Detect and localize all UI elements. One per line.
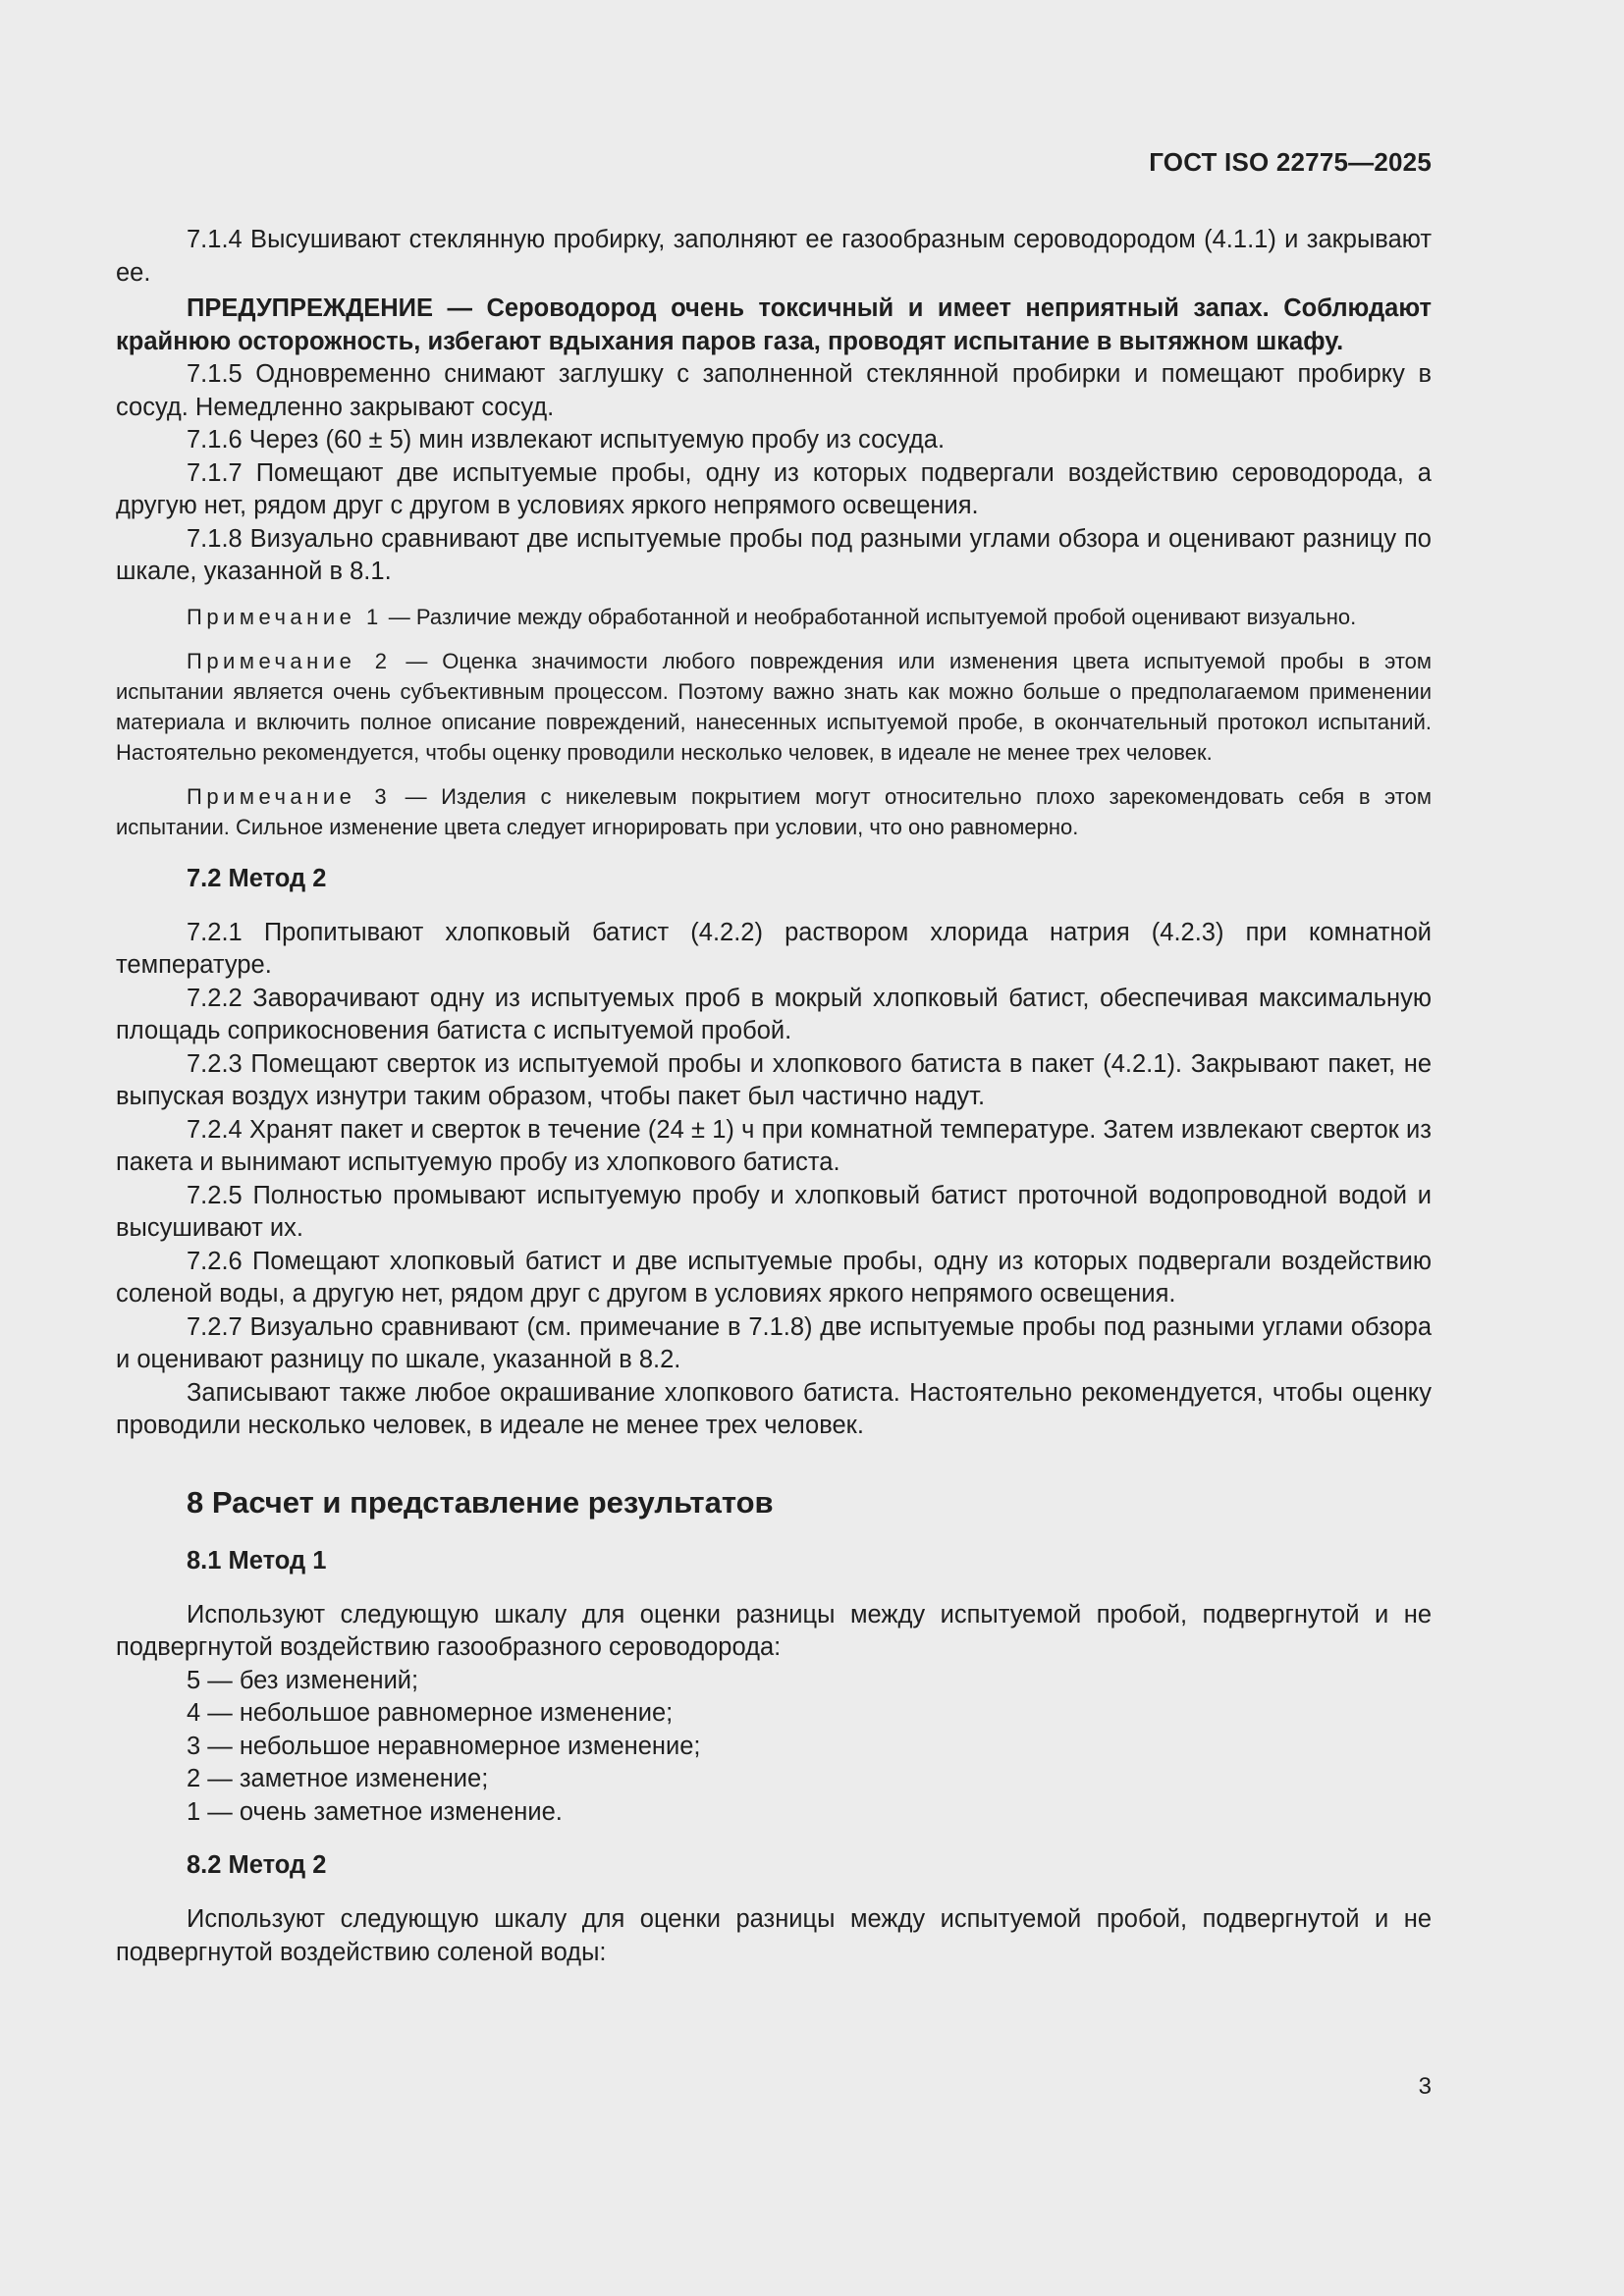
paragraph-7-2-7-continued: Записывают также любое окрашивание хлопкового батиста. Настоятельно рекомендуется, чтобы оценку проводили несколько человек, в идеале не менее трех человек. (116, 1378, 1432, 1439)
paragraph-7-1-6: 7.1.6 Через (60 ± 5) мин извлекают испытуемую пробу из сосуда. (187, 426, 946, 454)
paragraph-7-1-8: 7.1.8 Визуально сравнивают две испытуемые пробы под разными углами обзора и оценивают разницу по шкале, указанной в 8.1. (116, 524, 1432, 585)
paragraph-7-2-1: 7.2.1 Пропитывают хлопковый батист (4.2.2) раствором хлорида натрия (4.2.3) при комнатной температуре. (116, 918, 1432, 979)
note-1 (116, 602, 1432, 632)
note-text: — Оценка значимости любого повреждения или изменения цвета испытуемой пробы в этом испытании является очень субъективным процессом. Поэтому важно знать как можно больше о предполагаемом применении материала и включить полное описание повреждений, нанесенных испытуемой пробе, в окончательный протокол испытаний. Настоятельно рекомендуется, чтобы оценку проводили несколько человек, в идеале не менее трех человек. (116, 648, 1433, 765)
note-text: — Различие между обработанной и необработанной испытуемой пробой оценивают визуально. (382, 604, 1357, 629)
scale-item: 4 — небольшое равномерное изменение; (187, 1699, 674, 1727)
note-text: — Изделия с никелевым покрытием могут относительно плохо зарекомендовать себя в этом испытании. Сильное изменение цвета следует игнорировать при условии, что оно равномерно. (116, 783, 1432, 839)
section-7-2-heading: 7.2 Метод 2 (187, 864, 327, 892)
page-number: 3 (1418, 2073, 1432, 2100)
paragraph-7-2-3: 7.2.3 Помещают сверток из испытуемой пробы и хлопкового батиста в пакет (4.2.1). Закрывают пакет, не выпуская воздух изнутри таким образом, чтобы пакет был частично надут. (116, 1049, 1432, 1110)
note-label: Примечание 3 (187, 783, 392, 809)
paragraph-7-1-4: 7.1.4 Высушивают стеклянную пробирку, заполняют ее газообразным сероводородом (4.1.1) и закрывают ее. (116, 226, 1432, 287)
paragraph-7-1-7: 7.1.7 Помещают две испытуемые пробы, одну из которых подвергали воздействию сероводорода, а другую нет, рядом друг с другом в условиях яркого непрямого освещения. (116, 458, 1432, 519)
paragraph-7-2-7: 7.2.7 Визуально сравнивают (см. примечание в 7.1.8) две испытуемые пробы под разными углами обзора и оценивают разницу по шкале, указанной в 8.2. (116, 1312, 1432, 1373)
warning-paragraph: ПРЕДУПРЕЖДЕНИЕ — Сероводород очень токсичный и имеет неприятный запах. Соблюдают крайнюю осторожность, избегают вдыхания паров газа, проводят испытание в вытяжном шкафу. (116, 294, 1432, 355)
document-body (116, 224, 1432, 1969)
scale-item: 3 — небольшое неравномерное изменение; (187, 1732, 701, 1760)
note-2 (116, 646, 1432, 768)
document-code-header: ГОСТ ISO 22775—2025 (1149, 147, 1432, 177)
paragraph-7-2-4: 7.2.4 Хранят пакет и сверток в течение (24 ± 1) ч при комнатной температуре. Затем извлекают сверток из пакета и вынимают испытуемую пробу из хлопкового батиста. (116, 1115, 1432, 1176)
section-8-heading: 8 Расчет и представление результатов (187, 1484, 774, 1520)
paragraph-7-2-2: 7.2.2 Заворачивают одну из испытуемых проб в мокрый хлопковый батист, обеспечивая максимальную площадь соприкосновения батиста с испытуемой пробой. (116, 984, 1432, 1044)
note-label: Примечание 2 (187, 648, 392, 673)
paragraph-7-2-6: 7.2.6 Помещают хлопковый батист и две испытуемые пробы, одну из которых подвергали воздействию соленой воды, а другую нет, рядом друг с другом в условиях яркого непрямого освещения. (116, 1247, 1432, 1308)
note-3 (116, 781, 1432, 842)
note-label: Примечание 1 (187, 604, 383, 629)
section-8-2-intro: Используют следующую шкалу для оценки разницы между испытуемой пробой, подвергнутой и не подвергнутой воздействию соленой воды: (116, 1905, 1432, 1966)
section-8-1-intro: Используют следующую шкалу для оценки разницы между испытуемой пробой, подвергнутой и не подвергнутой воздействию газообразного сероводорода: (116, 1600, 1432, 1661)
paragraph-7-1-5: 7.1.5 Одновременно снимают заглушку с заполненной стеклянной пробирки и помещают пробирку в сосуд. Немедленно закрывают сосуд. (116, 360, 1432, 421)
paragraph-7-2-5: 7.2.5 Полностью промывают испытуемую пробу и хлопковый батист проточной водопроводной водой и высушивают их. (116, 1181, 1432, 1242)
scale-item: 5 — без изменений; (187, 1666, 419, 1694)
section-8-1-heading: 8.1 Метод 1 (187, 1546, 327, 1575)
scale-item: 2 — заметное изменение; (187, 1765, 489, 1792)
scale-item: 1 — очень заметное изменение. (187, 1797, 563, 1826)
section-8-2-heading: 8.2 Метод 2 (187, 1851, 327, 1879)
